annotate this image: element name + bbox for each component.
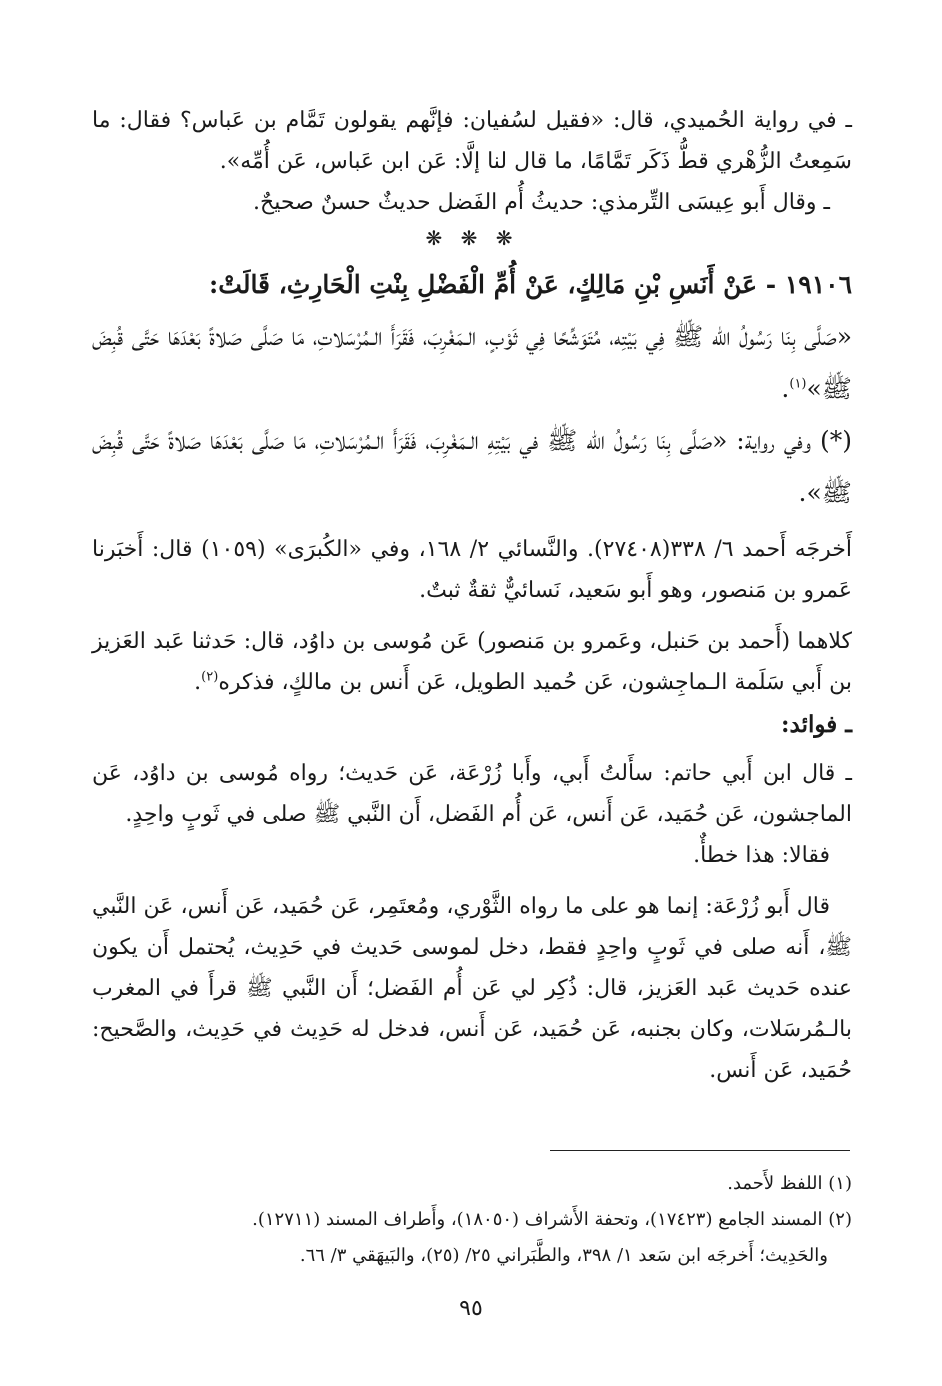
- takhrij-paragraph-1: أَخرجَه أَحمد ٦/ ٣٣٨(٢٧٤٠٨). والنَّسائي ٢/ ١٦٨، وفي «الكُبرَى» (١٠٥٩) قال: أَخبَرنا عَمرو بن مَنصور، وهو أَبو سَعيد، نَسائيٌّ ثقةٌ ثبتٌ.: [92, 537, 852, 603]
- page-number: ٩٥: [459, 1296, 483, 1321]
- hadith-text-body: «صَلَّى بِنَا رَسُولُ الله ﷺ فِي بَيْتِه، مُتَوَشِّحًا فِي ثَوْبٍ، الـمَغْرِبَ، فَقَرَأَ الـمُرْسَلاتِ، مَا صَلَّى صَلاةً بَعْدَهَا حَتَّى قُبِضَ ﷺ»: [92, 322, 852, 403]
- hadith-header: [92, 259, 852, 311]
- takhrij-text: كلاهما (أَحمد بن حَنبل، وعَمرو بن مَنصور) عَن مُوسى بن داوُد، قال: حَدثنا عَبد العَزيز بن أَبي سَلَمة الـماجِشون، عَن حُميد الطويل، عَن أَنس بن مالكٍ، فذكره: [92, 629, 852, 695]
- hadith-number: ١٩١٠٦: [784, 270, 852, 299]
- hadith-header-text: - عَنْ أَنَسِ بْنِ مَالِكٍ، عَنْ أُمِّ الْفَضْلِ بِنْتِ الْحَارِثِ، قَالَتْ:: [209, 270, 777, 299]
- footnote-ref-1: (١): [789, 376, 807, 392]
- hadith-text: «صَلَّى بِنَا رَسُولُ الله ﷺ فِي بَيْتِه، مُتَوَشِّحًا فِي ثَوْبٍ، الـمَغْرِبَ، فَقَرَأَ الـمُرْسَلاتِ، مَا صَلَّى صَلاةً بَعْدَهَا حَتَّى قُبِضَ ﷺ»$^{(١)}$.: [92, 322, 852, 403]
- footnotes: [92, 1166, 852, 1274]
- footnote-2-continued: والحَدِيث؛ أَخرجَه ابن سَعد ١/ ٣٩٨، والطَّبَراني ٢٥/ (٢٥)، والبَيهَقي ٣/ ٦٦.: [299, 1245, 828, 1266]
- fawaid-paragraph-2: فقالا: هذا خطأٌ.: [693, 843, 830, 868]
- footnote-ref-2: (٢): [201, 669, 219, 685]
- footnote-1: (١) اللفظ لأَحمد.: [727, 1173, 852, 1194]
- hadith-variant: (*) وفي رواية: «صَلَّى بِنَا رَسُولُ الله ﷺ في بَيْتِهِ الـمَغْرِبَ، فَقَرَأَ الـمُرْسَلاتِ، مَا صَلَّى بَعْدَهَا صَلاةً حَتَّى قُبِضَ ﷺ».: [92, 426, 852, 507]
- footnote-divider: [550, 1150, 850, 1151]
- section-separator: ❋ ❋ ❋: [425, 226, 519, 250]
- fawaid-paragraph-1: ـ قال ابن أَبي حاتم: سأَلتُ أَبي، وأَبا زُرْعَة، عَن حَديث؛ رواه مُوسى بن داوُد، عَن الماجشون، عَن حُمَيد، عَن أَنس، عَن أُم الفَضل، أَن النَّبي ﷺ صلى في ثَوبٍ واحِدٍ.: [92, 761, 852, 827]
- fawaid-heading: ـ فوائد:: [781, 711, 852, 738]
- fawaid-paragraph-3: قال أَبو زُرْعَة: إنما هو على ما رواه الثَّوْري، ومُعتَمِر، عَن حُمَيد، عَن أَنس، عَن النَّبي ﷺ، أَنه صلى في ثَوبٍ واحِدٍ فقط، دخل لموسى حَديث في حَدِيث، يُحتمل أَن يكون عنده حَديث عَبد العَزيز، قال: ذُكِر لي عَن أُم الفَضل؛ أَن النَّبي ﷺ قرأَ في المغرب بالـمُرسَلات، وكان بجنبه، عَن حُمَيد، عَن أَنس، فدخل له حَدِيث في حَدِيث، والصَّحيح: حُمَيد، عَن أَنس.: [92, 894, 852, 1083]
- takhrij-paragraph-2: كلاهما (أَحمد بن حَنبل، وعَمرو بن مَنصور) عَن مُوسى بن داوُد، قال: حَدثنا عَبد العَزيز بن أَبي سَلَمة الـماجِشون، عَن حُميد الطويل، عَن أَنس بن مالكٍ، فذكره$^{(٢)}$.: [92, 629, 852, 695]
- footnote-2: (٢) المسند الجامع (١٧٤٢٣)، وتحفة الأَشراف (١٨٠٥٠)، وأَطراف المسند (١٢٧١١).: [252, 1209, 852, 1230]
- page-body: [92, 100, 852, 1091]
- paragraph-humaydi: ـ في رواية الحُميدي، قال: «فقيل لسُفيان: فإنَّهم يقولون تَمَّام بن عَباس؟ فقال: ما سَمِعتُ الزُّهْري قطُّ ذَكَر تَمَّامًا، ما قال لنا إلَّا: عَن ابن عَباس، عَن أُمِّه».: [92, 108, 852, 174]
- paragraph-tirmidhi: ـ وقال أَبو عِيسَى التِّرمذي: حديثُ أُم الفَضل حديثٌ حسنٌ صحيحٌ.: [253, 190, 830, 215]
